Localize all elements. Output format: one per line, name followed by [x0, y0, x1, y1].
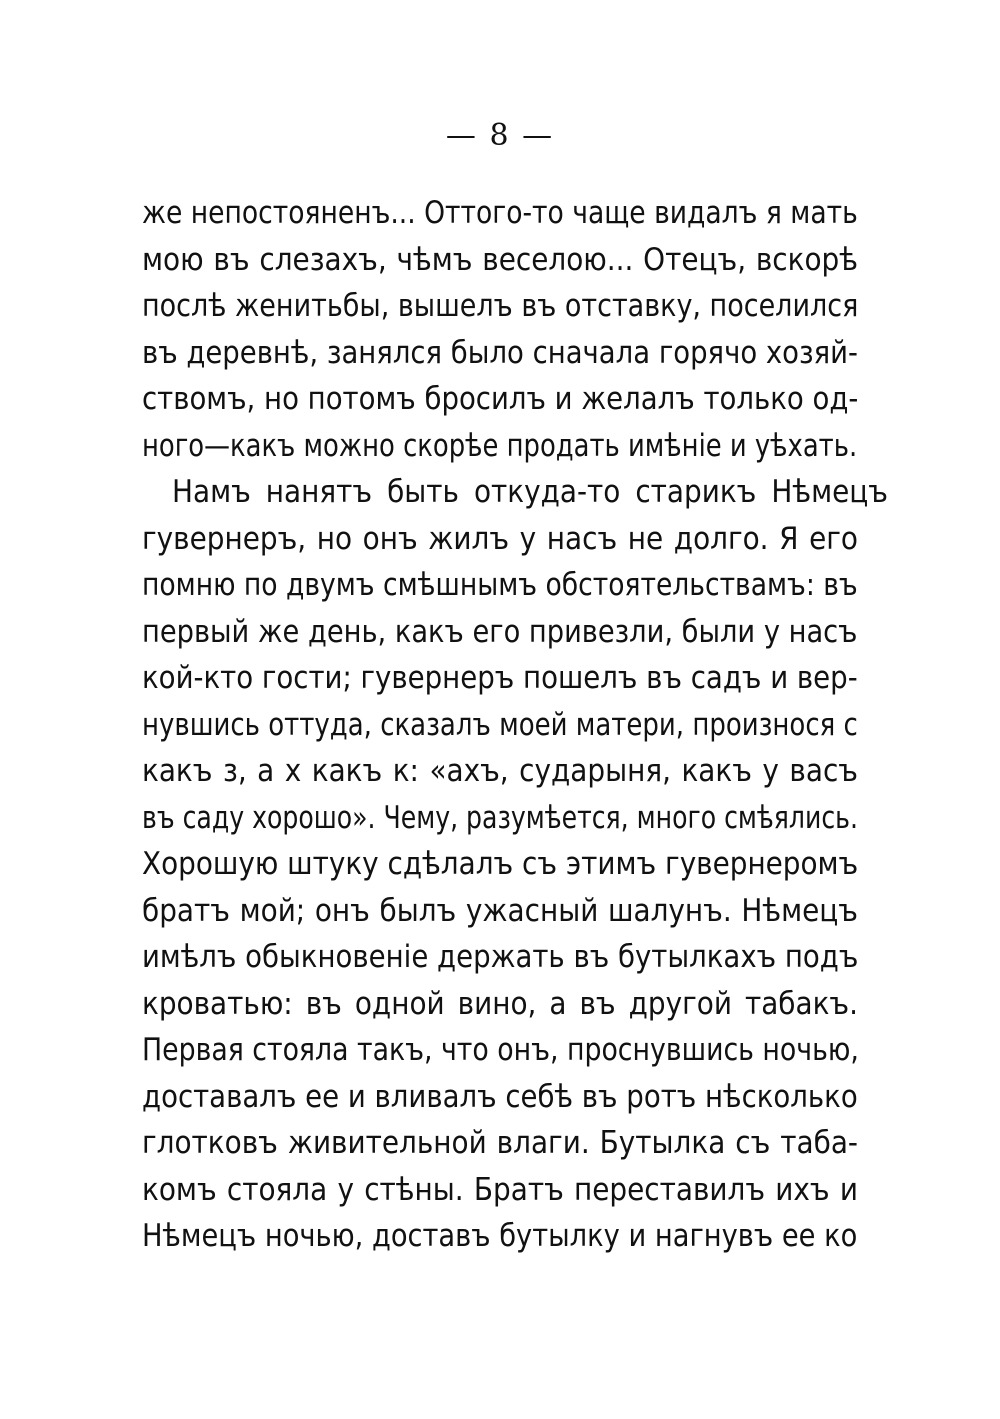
text-line: помню по двумъ смѣшнымъ обстоятельствамъ: въ — [142, 567, 858, 603]
text-line: ного—какъ можно скорѣе продать имѣніе и уѣхать. — [142, 427, 858, 464]
text-line: Нѣмецъ ночью, доставъ бутылку и нагнувъ ее ко — [142, 1218, 858, 1254]
text-line: послѣ женитьбы, вышелъ въ отставку, поселился — [142, 288, 859, 324]
text-line: первый же день, какъ его привезли, были у насъ — [142, 613, 858, 650]
text-line: гувернеръ, но онъ жилъ у насъ не долго. Я его — [142, 520, 858, 557]
text-line: братъ мой; онъ былъ ужасный шалунъ. Нѣмецъ — [142, 892, 858, 929]
text-line: глотковъ живительной влаги. Бутылка съ таба- — [142, 1125, 858, 1161]
text-line: Первая стояла такъ, что онъ, проснувшись ночью, — [142, 1032, 859, 1068]
text-line: нувшись оттуда, сказалъ моей матери, произнося с — [142, 706, 858, 743]
text-line: же непостояненъ... Оттого-то чаще видалъ я мать — [142, 195, 858, 231]
text-line: имѣлъ обыкновеніе держать въ бутылкахъ подъ — [142, 939, 859, 975]
text-line: кой-кто гости; гувернеръ пошелъ въ садъ и вер- — [142, 660, 858, 696]
text-line: въ саду хорошо». Чему, разумѣется, много смѣялись. — [142, 799, 858, 836]
body-text — [142, 190, 888, 1260]
text-line: мою въ слезахъ, чѣмъ веселою... Отецъ, вскорѣ — [142, 241, 858, 278]
text-line: какъ з, а х какъ к: «ахъ, сударыня, какъ у васъ — [142, 753, 858, 789]
text-line: Хорошую штуку сдѣлалъ съ этимъ гувернеромъ — [142, 846, 859, 882]
text-line: доставалъ ее и вливалъ себѣ въ ротъ нѣсколько — [142, 1078, 858, 1115]
text-line: кроватью: въ одной вино, а въ другой табакъ. — [142, 985, 858, 1022]
text-line: комъ стояла у стѣны. Братъ переставилъ ихъ и — [142, 1171, 858, 1208]
text-line: Намъ нанятъ быть откуда-то старикъ Нѣмецъ — [172, 474, 888, 510]
text-line: ствомъ, но потомъ бросилъ и желалъ только од- — [142, 381, 859, 417]
text-line: въ деревнѣ, занялся было сначала горячо хозяй- — [142, 334, 858, 371]
page-number: — 8 — — [445, 118, 555, 153]
